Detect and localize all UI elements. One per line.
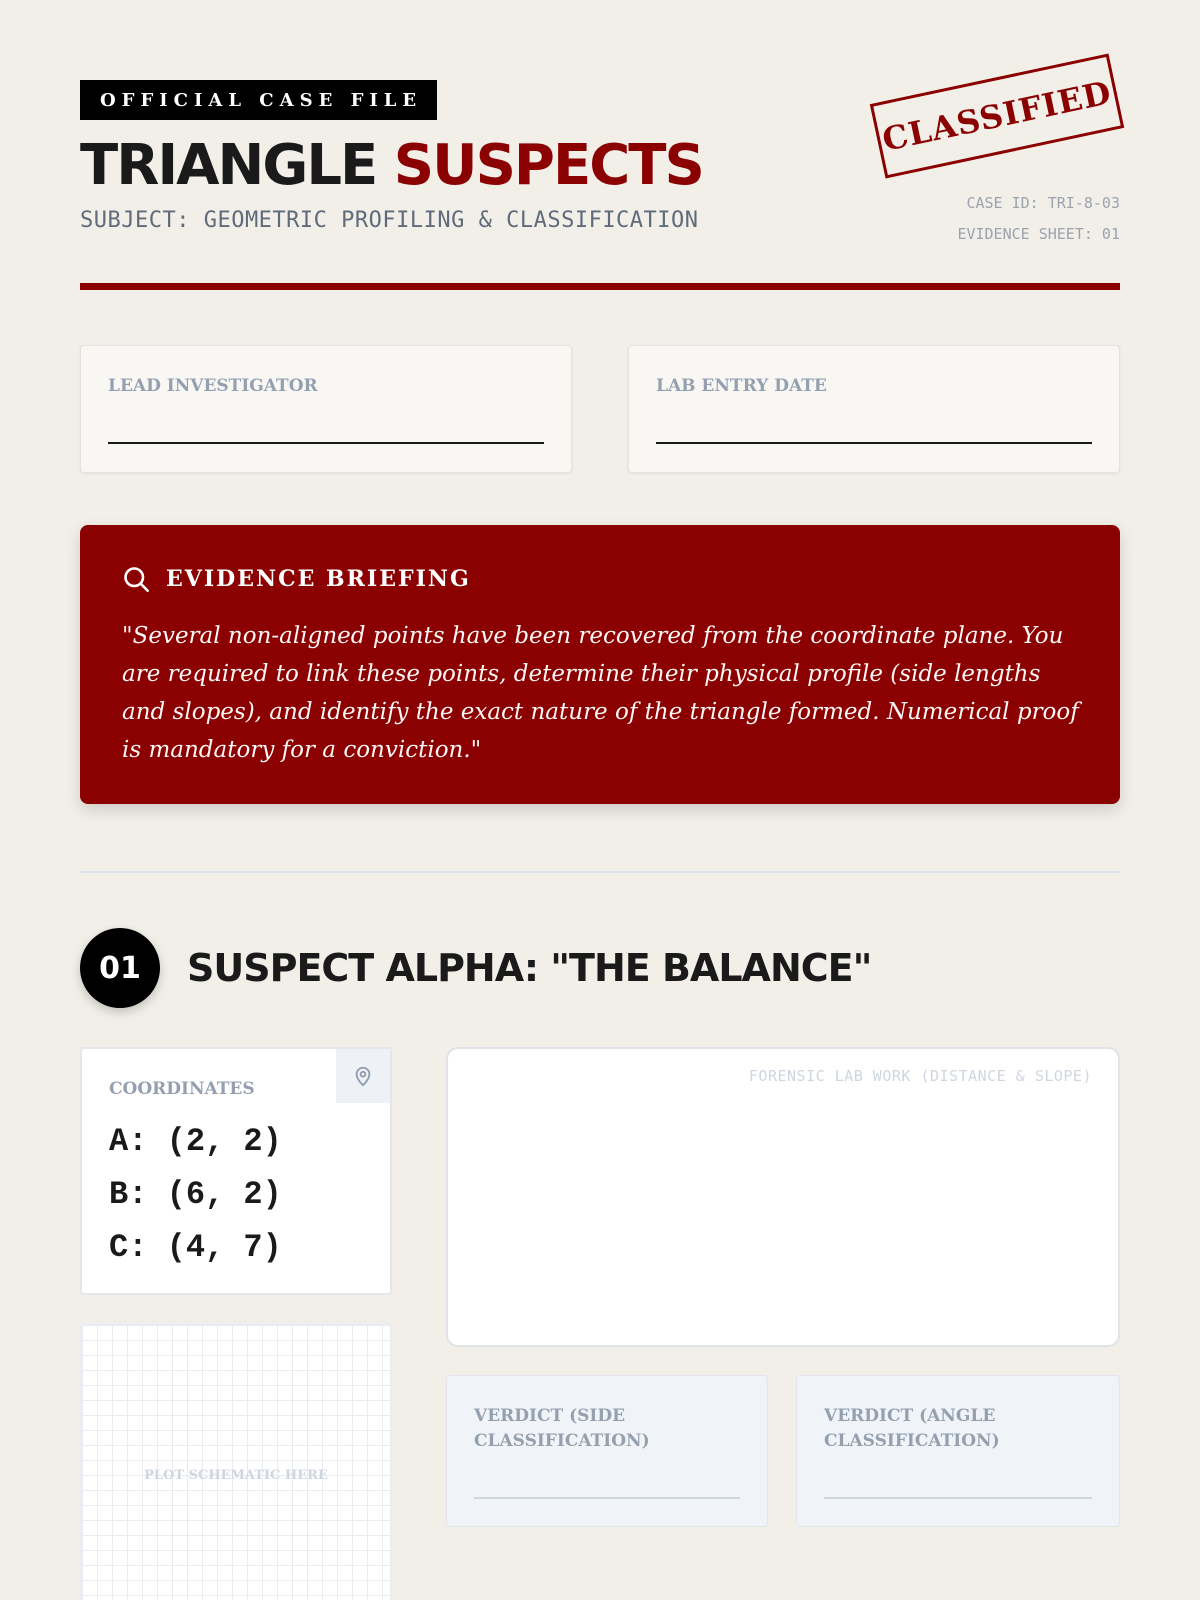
verdict-angle-line[interactable] — [824, 1497, 1092, 1499]
forensic-lab-work-area[interactable] — [446, 1047, 1120, 1347]
lab-entry-date-field[interactable] — [628, 345, 1120, 473]
verdict-side-line[interactable] — [474, 1497, 740, 1499]
verdict-side-label: VERDICT (SIDE CLASSIFICATION) — [474, 1406, 650, 1451]
lead-investigator-field[interactable] — [80, 345, 572, 473]
case-meta — [957, 188, 1120, 250]
verdict-angle-label: VERDICT (ANGLE CLASSIFICATION) — [824, 1406, 1000, 1451]
lab-entry-date-label: LAB ENTRY DATE — [656, 376, 827, 396]
case-file-tag: OFFICIAL CASE FILE — [80, 80, 437, 120]
lab-work-caption: FORENSIC LAB WORK (DISTANCE & SLOPE) — [748, 1067, 1092, 1085]
title-part-2: SUSPECTS — [393, 133, 703, 198]
point-c: C: (4, 7) — [109, 1229, 282, 1266]
evidence-briefing — [80, 525, 1120, 804]
lead-investigator-label: LEAD INVESTIGATOR — [108, 376, 318, 396]
suspect-title: SUSPECT ALPHA: "THE BALANCE" — [187, 946, 872, 990]
point-a: A: (2, 2) — [109, 1123, 282, 1160]
briefing-body: "Several non-aligned points have been recovered from the coordinate plane. You are required to link these points, determine their physical profile (side lengths and slopes), and identify the exact nature of the triangle formed. Numerical proof is mandatory for a conviction." — [122, 623, 1079, 763]
briefing-header — [122, 565, 471, 593]
coordinate-list — [109, 1115, 282, 1274]
case-file-page — [80, 0, 1120, 1600]
point-b: B: (6, 2) — [109, 1176, 282, 1213]
map-pin-icon — [336, 1049, 390, 1103]
coordinates-card — [80, 1047, 392, 1295]
evidence-sheet: EVIDENCE SHEET: 01 — [957, 225, 1120, 243]
subject-line: SUBJECT: GEOMETRIC PROFILING & CLASSIFICATION — [80, 208, 699, 233]
verdict-side-box[interactable] — [446, 1375, 768, 1527]
title-part-1: TRIANGLE — [80, 133, 377, 198]
lab-entry-date-line[interactable] — [656, 442, 1092, 444]
section-divider — [80, 871, 1120, 873]
lead-investigator-line[interactable] — [108, 442, 544, 444]
search-icon — [122, 565, 150, 593]
case-id: CASE ID: TRI-8-03 — [966, 194, 1120, 212]
plot-schematic-area[interactable] — [80, 1323, 392, 1600]
briefing-heading: EVIDENCE BRIEFING — [166, 566, 471, 592]
coordinates-label: COORDINATES — [109, 1079, 255, 1099]
page-title — [80, 130, 703, 202]
plot-caption: PLOT SCHEMATIC HERE — [144, 1468, 328, 1483]
verdict-angle-box[interactable] — [796, 1375, 1120, 1527]
classified-stamp: CLASSIFIED — [870, 53, 1124, 178]
header-divider — [80, 283, 1120, 290]
suspect-number-badge: 01 — [80, 928, 160, 1008]
